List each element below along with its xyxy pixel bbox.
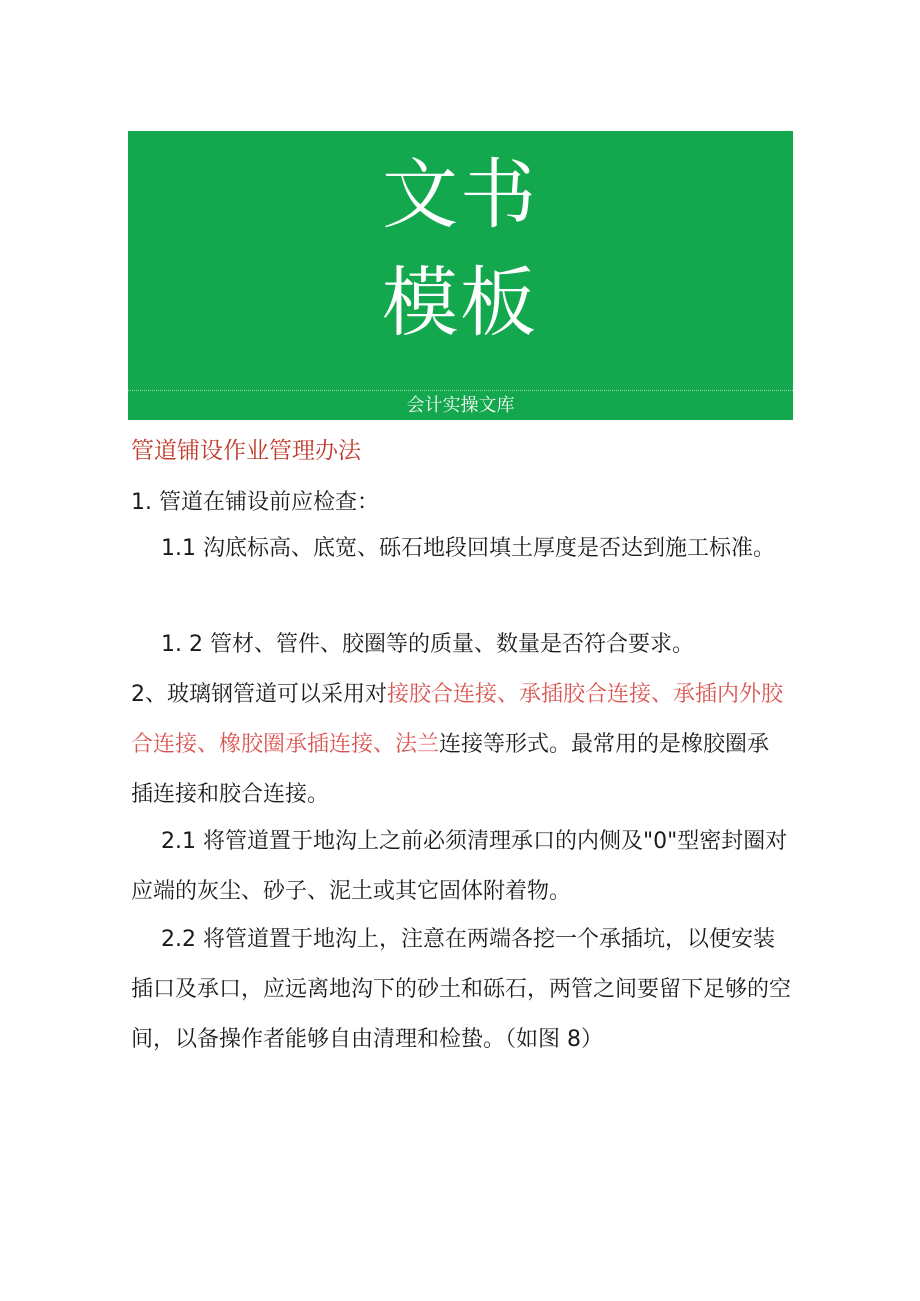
paragraph-1: 1. 管道在铺设前应检查：: [131, 490, 379, 515]
cover-title-line1: 文书: [382, 150, 538, 239]
paragraph-2-post: 连接等形式。最常用的是橡胶圈承插连接和胶合连接。: [131, 732, 770, 807]
paragraph-2-2: 2.2 将管道置于地沟上，注意在两端各挖一个承插坑，以便安装插口及承口，应远离地沟下的砂土和砾石，两管之间要留下足够的空间，以备操作者能够自由清理和检蛰。（如图 8）: [131, 927, 792, 1052]
document-title: 管道铺设作业管理办法: [131, 438, 361, 464]
paragraph-1-1: 1.1 沟底标高、底宽、砾石地段回填土厚度是否达到施工标准。: [161, 536, 775, 561]
paragraph-2-highlight: 接胶合连接、承插胶合连接、承插内外胶合连接、橡胶圈承插连接、法兰: [131, 682, 784, 757]
cover-title-line2: 模板: [382, 258, 538, 347]
paragraph-2: [131, 670, 791, 820]
cover-footer: 会计实操文库: [406, 395, 515, 416]
paragraph-2-pre: 2、玻璃钢管道可以采用对: [131, 682, 387, 707]
paragraph-1-2: 1. 2 管材、管件、胶圈等的质量、数量是否符合要求。: [161, 632, 694, 657]
paragraph-2-1: 2.1 将管道置于地沟上之前必须清理承口的内侧及"0"型密封圈对应端的灰尘、砂子、泥土或其它固体附着物。: [131, 829, 788, 904]
